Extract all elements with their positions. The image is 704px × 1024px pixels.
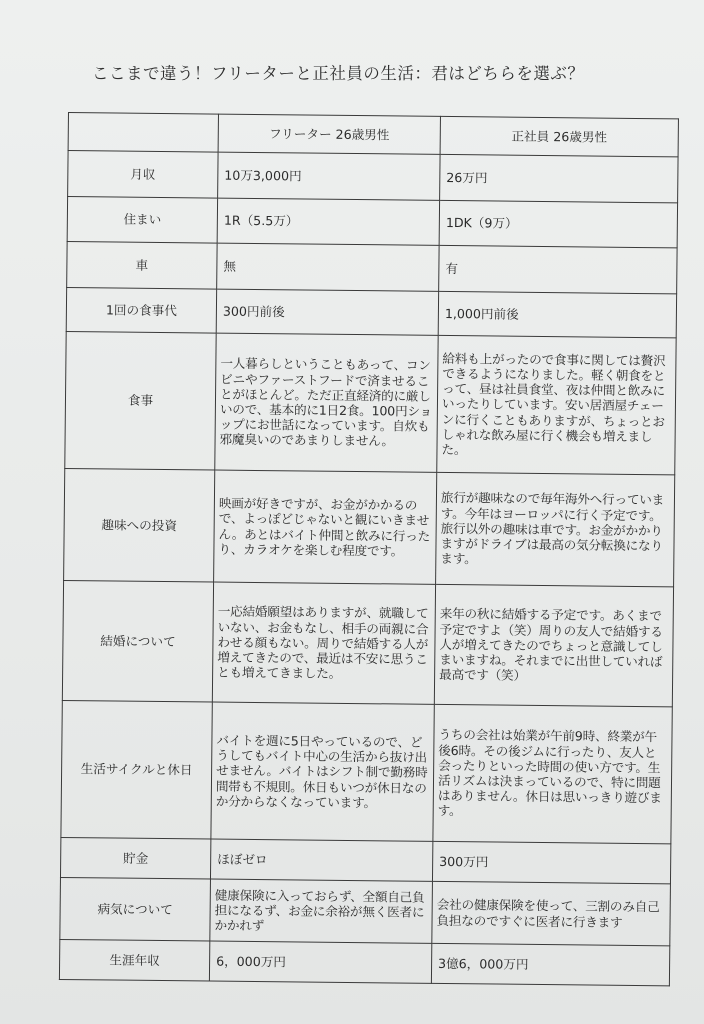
- freeter-cell: 10万3,000円: [218, 152, 440, 200]
- freeter-cell: 健康保険に入っておらず、全額自己負担になるず、お金に余裕が無く医者にかかれず: [210, 879, 433, 943]
- table-row: [60, 877, 671, 945]
- row-label: 病気について: [60, 877, 211, 941]
- table-row: [64, 468, 675, 586]
- freeter-cell: 300円前後: [216, 289, 438, 335]
- employee-cell: 3億6，000万円: [431, 943, 669, 985]
- employee-cell: 給料も上がったので食事に関しては贅沢できるようになりました。軽く朝食をとって、昼は社員食堂、夜は仲間と飲みにいったりしています。安い居酒屋チェーンに行くこともありますが、ちょっとおしゃれな飲み屋に行く機会も増えました。: [437, 335, 676, 474]
- freeter-cell: 一人暮らしということもあって、コンビニやファーストフードで済ませることがほとんど。ただ正直経済的に厳しいので、基本的に1日2食。100円ショップにお世話になっています。自炊も邪魔臭いのであまりしません。: [215, 333, 438, 472]
- row-label: 生活サイクルと休日: [61, 700, 212, 839]
- employee-cell: 会社の健康保険を使って、三割のみ自己負担なのですぐに医者に行きます: [432, 881, 671, 945]
- header-corner-cell: [68, 113, 218, 153]
- freeter-cell: 一応結婚願望はありますが、就職していない、お金もなし、相手の両親に合わせる顔もない。周りで結婚する人が増えてきたので、最近は不安に思うことも増えてきました。: [212, 582, 435, 704]
- table-row: [67, 197, 677, 248]
- employee-cell: 300万円: [432, 841, 670, 883]
- row-label: 結婚について: [62, 580, 213, 702]
- freeter-cell: ほぼゼロ: [210, 839, 432, 881]
- freeter-cell: 6，000万円: [209, 941, 431, 983]
- employee-cell: 1DK（9万）: [439, 200, 677, 247]
- employee-cell: 1,000円前後: [438, 291, 676, 337]
- row-label: 食事: [65, 331, 216, 470]
- header-employee: 正社員 26歳男性: [440, 116, 678, 156]
- freeter-cell: バイトを週に5日やっているので、どうしてもバイト中心の生活から抜け出せません。バイトはシフト制で勤務時間帯も不規則。休日もいつが休日なのか分からなくなっています。: [211, 702, 434, 841]
- freeter-cell: 1R（5.5万）: [217, 198, 439, 245]
- table-row: [60, 837, 670, 883]
- row-label: 趣味への投資: [64, 468, 215, 582]
- freeter-cell: 映画が好きですが、お金がかかるので、よっぽどじゃないと観にいきません。あとはバイト仲間と飲みに行ったり、カラオケを楽しむ程度です。: [214, 470, 437, 584]
- row-label: 住まい: [67, 197, 217, 244]
- table-row: [61, 700, 672, 843]
- table-row: [59, 939, 669, 985]
- header-freeter: フリーター 26歳男性: [218, 114, 440, 154]
- table-row: [67, 241, 677, 293]
- employee-cell: 旅行が趣味なので毎年海外へ行っています。今年はヨーロッパに行く予定です。旅行以外の趣味は車です。お金がかかりますがドライブは最高の気分転換になります。: [436, 472, 675, 586]
- freeter-cell: 無: [217, 243, 439, 291]
- row-label: 車: [67, 241, 217, 289]
- row-label: 1回の食事代: [66, 287, 216, 333]
- table-row: [68, 151, 678, 203]
- table-header-row: [68, 113, 678, 157]
- employee-cell: 有: [439, 245, 677, 293]
- comparison-table: [59, 112, 679, 986]
- row-label: 月収: [68, 151, 218, 199]
- employee-cell: 来年の秋に結婚する予定です。あくまで予定ですよ（笑）周りの友人で結婚する人が増えてきたのでちょっと意識してしまいますね。それまでに出世していれば最高です（笑）: [434, 584, 673, 706]
- employee-cell: 26万円: [440, 154, 678, 202]
- document-title: ここまで違う！フリーターと正社員の生活：君はどちらを選ぶ？: [92, 64, 585, 83]
- employee-cell: うちの会社は始業が午前9時、終業が午後6時。その後ジムに行ったり、友人と会ったりといった時間の使い方です。生活リズムは決まっているので、特に問題はありません。休日は思いっきり遊びます。: [433, 704, 672, 843]
- table-row: [62, 580, 673, 706]
- table-row: [65, 331, 676, 474]
- table-row: [66, 287, 676, 337]
- row-label: 貯金: [60, 837, 210, 879]
- row-label: 生涯年収: [59, 939, 209, 981]
